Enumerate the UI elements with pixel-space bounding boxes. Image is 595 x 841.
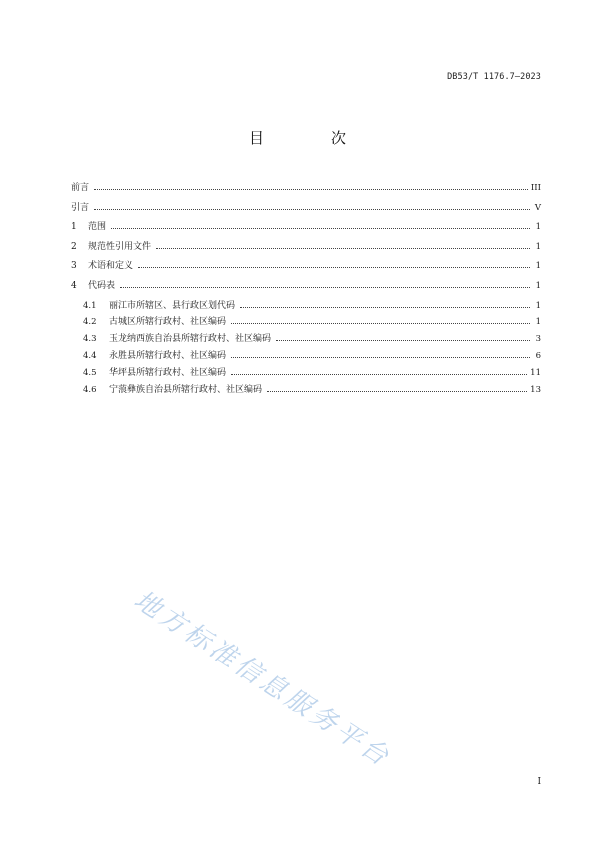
toc-entry-number: 4.1 (83, 300, 97, 311)
toc-entry-page: 1 (535, 280, 541, 291)
toc-entry-page: 11 (530, 367, 541, 378)
toc-leader-dots (120, 276, 530, 288)
toc-entry-label: 玉龙纳西族自治县所辖行政村、社区编码 (109, 334, 272, 345)
toc-entry-page: 3 (535, 334, 541, 345)
toc-entry-number: 2 (71, 241, 77, 252)
toc-entry-label: 丽江市所辖区、县行政区划代码 (109, 300, 236, 311)
toc-entry-foreword[interactable] (71, 178, 541, 198)
toc-entry-number: 4.2 (83, 317, 97, 328)
toc-entry-label: 术语和定义 (88, 261, 134, 272)
table-of-contents (71, 178, 541, 396)
toc-leader-dots (138, 256, 530, 268)
toc-entry-terms-definitions[interactable] (71, 256, 541, 276)
toc-entry-4-1[interactable] (71, 296, 541, 313)
toc-leader-dots (231, 346, 530, 358)
toc-title: 目 次 (248, 129, 372, 147)
toc-entry-label: 古城区所辖行政村、社区编码 (109, 317, 227, 328)
toc-entry-label: 引言 (71, 202, 90, 213)
toc-leader-dots (231, 312, 530, 324)
toc-entry-code-tables[interactable] (71, 276, 541, 296)
toc-entry-label: 永胜县所辖行政村、社区编码 (109, 350, 227, 361)
watermark: 地方标准信息服务平台 (128, 585, 397, 774)
toc-leader-dots (276, 329, 530, 341)
toc-entry-label: 代码表 (88, 280, 116, 291)
toc-entry-number: 4.6 (83, 384, 97, 395)
toc-entry-4-3[interactable] (71, 329, 541, 346)
toc-leader-dots (231, 363, 527, 375)
toc-entry-label: 规范性引用文件 (88, 241, 152, 252)
toc-leader-dots (111, 217, 530, 229)
toc-entry-number: 3 (71, 261, 77, 272)
toc-entry-page: 1 (535, 317, 541, 328)
toc-entry-4-2[interactable] (71, 312, 541, 329)
toc-leader-dots (156, 237, 530, 249)
toc-entry-page: 1 (535, 300, 541, 311)
toc-entry-page: III (530, 183, 541, 193)
toc-entry-page: 1 (535, 261, 541, 272)
toc-leader-dots (240, 296, 530, 308)
toc-entry-page: 1 (535, 222, 541, 233)
toc-entry-page: 6 (535, 350, 541, 361)
toc-entry-label: 前言 (71, 183, 90, 193)
toc-entry-label: 宁蒗彝族自治县所辖行政村、社区编码 (109, 384, 263, 395)
toc-entry-introduction[interactable] (71, 198, 541, 218)
toc-entry-page: 13 (530, 384, 541, 395)
toc-entry-4-4[interactable] (71, 346, 541, 363)
toc-entry-label: 华坪县所辖行政村、社区编码 (109, 367, 227, 378)
page-number: I (537, 777, 541, 787)
document-code: DB53/T 1176.7—2023 (447, 72, 541, 82)
toc-entry-number: 1 (71, 222, 77, 233)
toc-leader-dots (94, 198, 530, 210)
toc-entry-normative-references[interactable] (71, 237, 541, 257)
toc-entry-page: 1 (535, 241, 541, 252)
toc-entry-number: 4.4 (83, 350, 97, 361)
toc-entry-label: 范围 (88, 222, 107, 233)
toc-entry-number: 4.3 (83, 334, 97, 345)
toc-entry-page: V (534, 202, 541, 213)
toc-entry-4-6[interactable] (71, 380, 541, 397)
toc-entry-scope[interactable] (71, 217, 541, 237)
toc-entry-4-5[interactable] (71, 363, 541, 380)
toc-leader-dots (267, 380, 527, 392)
toc-entry-number: 4.5 (83, 367, 97, 378)
toc-leader-dots (94, 178, 528, 190)
toc-entry-number: 4 (71, 280, 77, 291)
